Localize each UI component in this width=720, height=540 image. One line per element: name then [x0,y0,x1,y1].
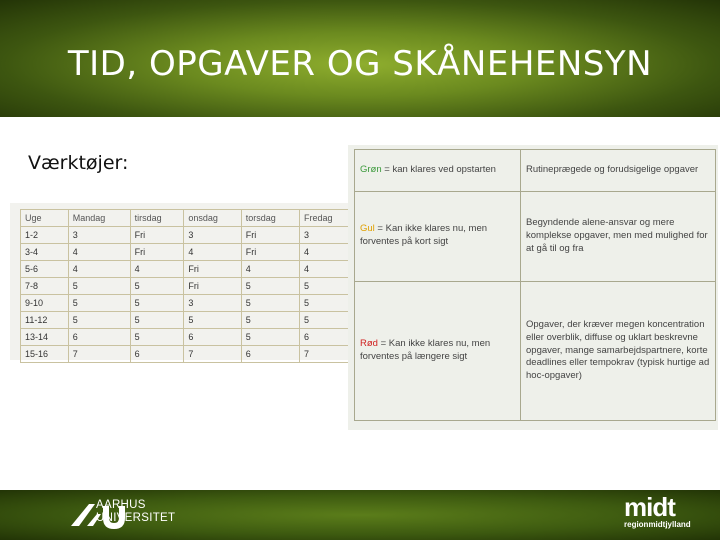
midt-wordmark: midt [624,492,675,522]
table-cell: 5 [130,312,184,329]
table-cell: 5 [130,329,184,346]
table-cell: 7-8 [21,278,69,295]
slide-title: TID, OPGAVER OG SKÅNEHENSYN [67,44,653,84]
table-row [21,295,356,312]
table-cell: Fri [130,227,184,244]
table-cell: 4 [68,261,130,278]
tools-label: Værktøjer: [28,152,129,174]
au-line-2: UNIVERSITET [96,512,176,524]
table-row [21,261,356,278]
legend-row-green [355,150,716,192]
schedule-table-image [10,203,350,360]
table-cell: 5 [184,312,241,329]
table-row [21,329,356,346]
table-cell: 7 [299,346,355,363]
legend-tasks-cell: Begyndende alene-ansvar og mere komplekse opgaver, men med mulighed for at gå til og fra [521,191,716,281]
table-cell: 15-16 [21,346,69,363]
green-keyword: Grøn [360,163,382,175]
table-row [21,227,356,244]
table-cell: 6 [68,329,130,346]
table-cell: 1-2 [21,227,69,244]
table-cell: 7 [184,346,241,363]
au-line-1: AARHUS [96,499,146,511]
table-cell: 3-4 [21,244,69,261]
table-cell: 6 [241,346,299,363]
table-cell: 9-10 [21,295,69,312]
table-row [21,346,356,363]
table-cell: 5 [299,295,355,312]
table-cell: 5 [68,278,130,295]
table-cell: 5 [241,295,299,312]
region-midtjylland-logo [624,494,691,530]
legend-condition-cell [355,150,521,192]
table-cell: 7 [68,346,130,363]
table-cell: Fri [184,261,241,278]
legend-row-yellow [355,191,716,281]
table-cell: 3 [68,227,130,244]
table-cell: 5 [130,278,184,295]
table-row [21,244,356,261]
red-condition: = Kan ikke klares nu, men forventes på længere sigt [360,338,491,362]
table-row [21,312,356,329]
table-cell: 4 [299,244,355,261]
yellow-keyword: Gul [360,223,375,235]
red-keyword: Rød [360,338,378,350]
legend-tasks-cell: Opgaver, der kræver megen koncentration eller overblik, diffuse og uklart beskrevne opgaver, mange samarbejdspartnere, korte deadlines eller tempokrav (typisk hurtige ad hoc-opgaver) [521,281,716,420]
col-header-friday: Fredag [299,210,355,227]
col-header-wednesday: onsdag [184,210,241,227]
col-header-thursday: torsdag [241,210,299,227]
table-row [21,278,356,295]
col-header-monday: Mandag [68,210,130,227]
legend-tasks-cell: Rutineprægede og forudsigelige opgaver [521,150,716,192]
color-legend-image [348,145,718,430]
green-condition: = kan klares ved opstarten [381,163,496,175]
table-cell: 3 [299,227,355,244]
legend-condition-cell [355,191,521,281]
table-cell: 13-14 [21,329,69,346]
table-cell: 6 [130,346,184,363]
table-cell: 3 [184,295,241,312]
table-cell: 4 [184,244,241,261]
table-cell: 4 [241,261,299,278]
table-cell: 5 [241,312,299,329]
table-cell: 3 [184,227,241,244]
table-cell: 5 [68,312,130,329]
table-cell: 5 [299,312,355,329]
legend-condition-cell [355,281,521,420]
table-cell: 4 [68,244,130,261]
table-cell: Fri [241,244,299,261]
table-cell: 5-6 [21,261,69,278]
table-cell: Fri [184,278,241,295]
midt-subtext: regionmidtjylland [624,520,691,529]
color-legend-table [354,149,716,421]
col-header-week: Uge [21,210,69,227]
table-cell: 5 [241,329,299,346]
table-cell: 4 [130,261,184,278]
col-header-tuesday: tirsdag [130,210,184,227]
table-cell: 4 [299,261,355,278]
table-cell: 11-12 [21,312,69,329]
table-cell: 6 [299,329,355,346]
table-cell: 5 [130,295,184,312]
aarhus-university-wordmark [96,499,175,525]
schedule-table [20,209,356,363]
table-cell: 5 [299,278,355,295]
header-banner [0,0,720,117]
table-cell: 5 [68,295,130,312]
schedule-header-row [21,210,356,227]
yellow-condition: = Kan ikke klares nu, men forventes på kort sigt [360,223,488,248]
table-cell: Fri [241,227,299,244]
table-cell: 5 [241,278,299,295]
legend-row-red [355,281,716,420]
table-cell: Fri [130,244,184,261]
table-cell: 6 [184,329,241,346]
